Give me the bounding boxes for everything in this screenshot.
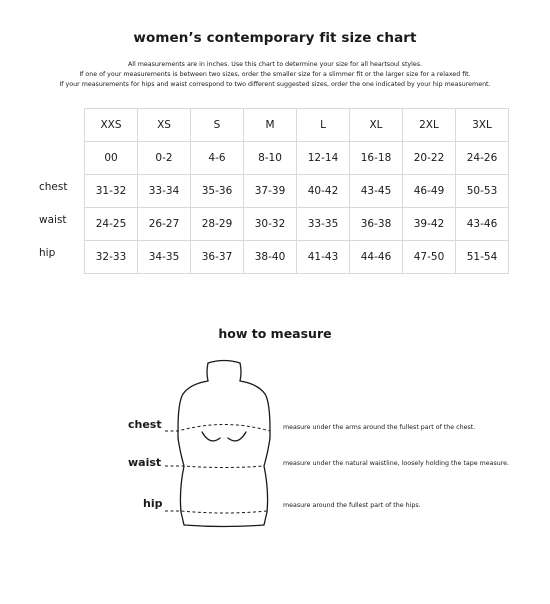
size-cell: XXS	[85, 109, 138, 142]
hip-cell: 44-46	[350, 241, 403, 274]
waist-cell: 28-29	[191, 208, 244, 241]
hip-cell: 32-33	[85, 241, 138, 274]
right-side-outline	[264, 438, 270, 525]
size-number-cell: 24-26	[456, 142, 509, 175]
chest-cell: 50-53	[456, 175, 509, 208]
neck-right-outline	[240, 363, 241, 381]
hip-cell: 34-35	[138, 241, 191, 274]
waist-measure-label: waist	[128, 456, 162, 469]
chest-cell: 31-32	[85, 175, 138, 208]
size-cell: XL	[350, 109, 403, 142]
hip-row-label: hip	[39, 247, 56, 259]
waist-measure-line	[165, 466, 264, 468]
chest-measure-label: chest	[128, 418, 162, 431]
chest-measure-line	[165, 425, 270, 432]
chest-row-label: chest	[39, 181, 68, 193]
waist-measure-description: measure under the natural waistline, loosely holding the tape measure.	[283, 460, 510, 467]
hip-cell: 47-50	[403, 241, 456, 274]
size-cell: L	[297, 109, 350, 142]
chest-cell: 46-49	[403, 175, 456, 208]
chest-cell: 35-36	[191, 175, 244, 208]
size-number-cell: 20-22	[403, 142, 456, 175]
size-cell: 3XL	[456, 109, 509, 142]
hip-cell: 38-40	[244, 241, 297, 274]
waist-cell: 30-32	[244, 208, 297, 241]
size-number-cell: 16-18	[350, 142, 403, 175]
size-cell: XS	[138, 109, 191, 142]
hip-measure-label: hip	[143, 497, 163, 510]
note-line: All measurements are in inches. Use this chart to determine your size for all heartsoul styles.	[127, 61, 423, 68]
how-to-measure-title: how to measure	[218, 326, 332, 341]
page-title: women’s contemporary fit size chart	[133, 30, 417, 46]
bottom-hem-outline	[184, 525, 264, 527]
size-number-cell: 0-2	[138, 142, 191, 175]
left-bust-curve	[202, 432, 220, 441]
waist-cell: 36-38	[350, 208, 403, 241]
chest-cell: 33-34	[138, 175, 191, 208]
left-side-outline	[178, 438, 184, 525]
right-bust-curve	[228, 432, 246, 441]
note-line: If one of your measurements is between two sizes, order the smaller size for a slimmer fit or the larger size for a relaxed fit.	[79, 71, 471, 78]
chest-cell: 37-39	[244, 175, 297, 208]
hip-cell: 36-37	[191, 241, 244, 274]
chest-cell: 40-42	[297, 175, 350, 208]
size-number-cell: 00	[85, 142, 138, 175]
hip-cell: 41-43	[297, 241, 350, 274]
waist-cell: 39-42	[403, 208, 456, 241]
size-cell: S	[191, 109, 244, 142]
waist-row-label: waist	[39, 214, 67, 226]
chest-measure-description: measure under the arms around the fullest part of the chest.	[283, 424, 476, 431]
chest-cell: 43-45	[350, 175, 403, 208]
size-number-cell: 12-14	[297, 142, 350, 175]
size-number-cell: 4-6	[191, 142, 244, 175]
neck-left-outline	[207, 363, 208, 381]
neck-top-outline	[208, 361, 240, 364]
hip-measure-description: measure around the fullest part of the hips.	[283, 502, 421, 509]
waist-cell: 24-25	[85, 208, 138, 241]
hip-cell: 51-54	[456, 241, 509, 274]
waist-cell: 33-35	[297, 208, 350, 241]
size-number-cell: 8-10	[244, 142, 297, 175]
waist-cell: 26-27	[138, 208, 191, 241]
size-cell: 2XL	[403, 109, 456, 142]
size-cell: M	[244, 109, 297, 142]
waist-cell: 43-46	[456, 208, 509, 241]
note-line: If your measurements for hips and waist correspond to two different suggested sizes, order the one indicated by your hip measurement.	[59, 81, 491, 88]
